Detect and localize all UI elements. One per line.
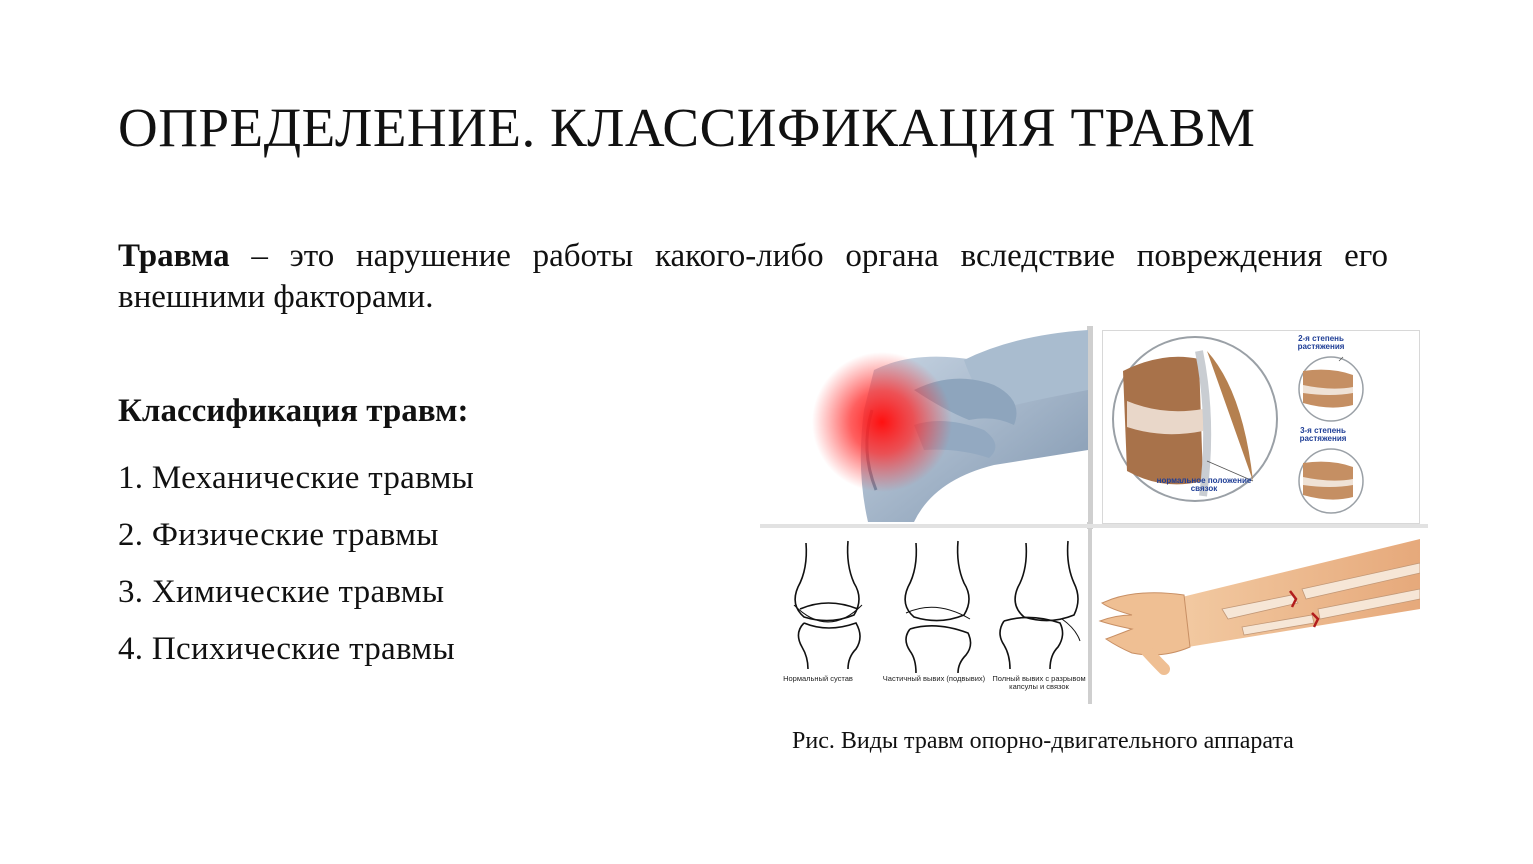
ligament-grade2-label: 2-я степень растяжения (1297, 334, 1345, 352)
figure-divider-horizontal (760, 524, 1428, 528)
joint-full-label: Полный вывих с разрывом капсулы и связок (992, 674, 1086, 691)
definition-term: Травма (118, 238, 230, 274)
joint-dislocation-illustration (764, 529, 1088, 704)
joint-partial-label: Частичный вывих (подвывих) (882, 674, 986, 683)
definition-text: – это нарушение работы какого-либо органа вследствие повреждения его внешними факторами. (118, 238, 1388, 315)
knee-pain-illustration (764, 330, 1088, 522)
ligament-normal-label: нормальное положение связок (1156, 476, 1252, 494)
figure-caption: Рис. Виды травм опорно-двигательного аппарата (792, 728, 1294, 754)
forearm-fracture-illustration (1092, 529, 1420, 704)
ligament-grade3-label: 3-я степень растяжения (1299, 426, 1347, 444)
injury-types-figure (760, 326, 1428, 704)
classification-list (118, 450, 474, 678)
classification-item: 4. Психические травмы (118, 631, 455, 667)
joint-normal-label: Нормальный сустав (783, 674, 853, 683)
definition-paragraph (118, 236, 1388, 318)
classification-item: 2. Физические травмы (118, 517, 439, 553)
classification-heading: Классификация травм: (118, 393, 469, 429)
ligament-sprain-illustration (1102, 330, 1420, 524)
slide-title: ОПРЕДЕЛЕНИЕ. КЛАССИФИКАЦИЯ ТРАВМ (118, 97, 1256, 158)
classification-item: 3. Химические травмы (118, 574, 445, 610)
classification-item: 1. Механические травмы (118, 460, 475, 496)
